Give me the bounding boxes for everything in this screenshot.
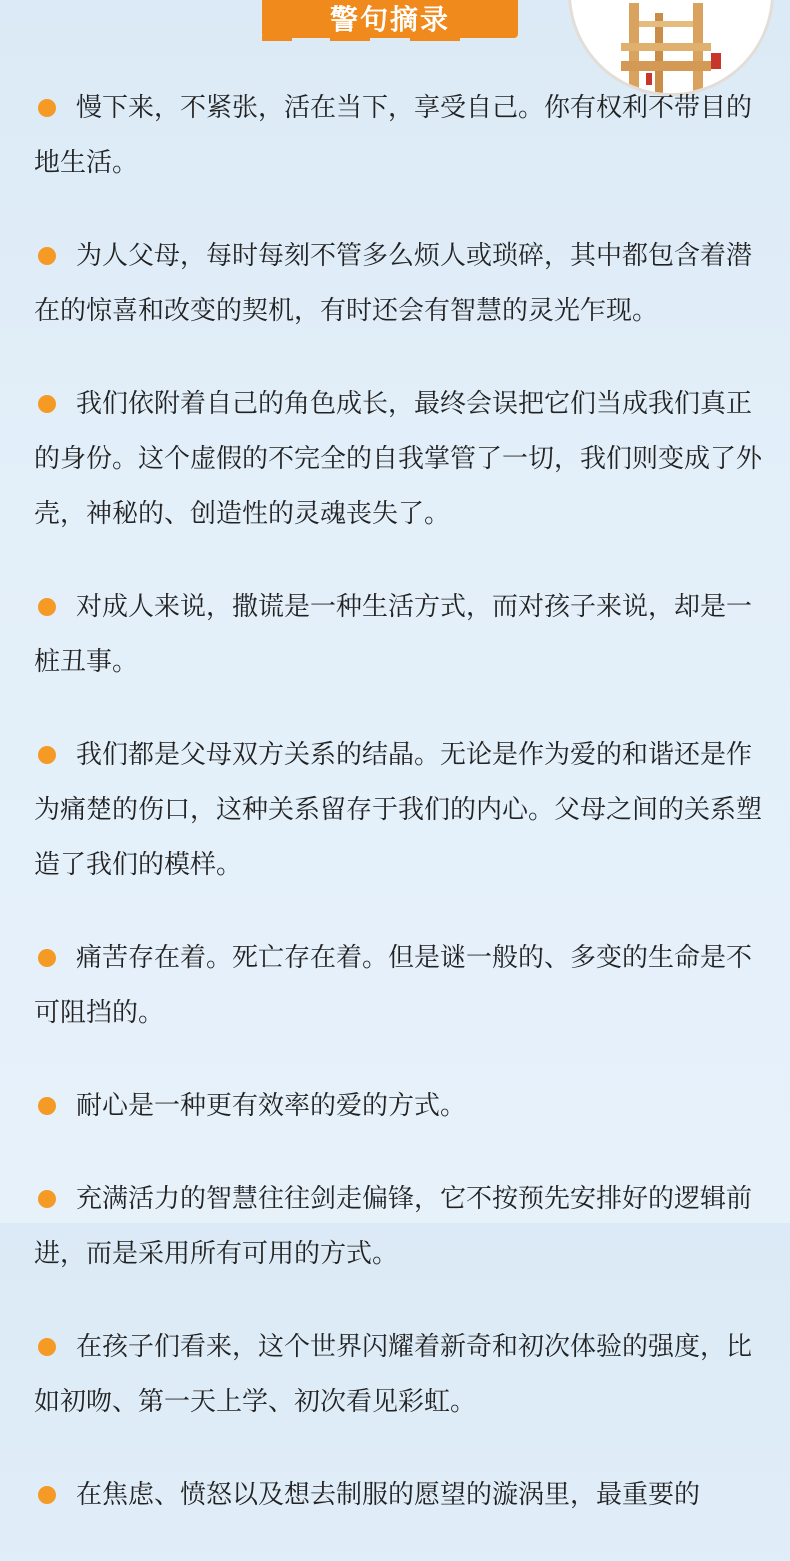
- orange-dot-icon: [38, 949, 56, 967]
- orange-dot-icon: [38, 598, 56, 616]
- quote-item: [34, 931, 770, 1041]
- quote-item: [34, 81, 770, 191]
- banner-divider: [262, 36, 292, 41]
- quote-item: [34, 580, 770, 690]
- wooden-chair-illustration: [571, 0, 771, 93]
- quote-text: 耐心是一种更有效率的爱的方式。: [76, 1091, 467, 1121]
- quote-item: [34, 728, 770, 893]
- orange-dot-icon: [38, 99, 56, 117]
- quote-item: [34, 1079, 770, 1134]
- orange-dot-icon: [38, 1097, 56, 1115]
- quote-item: [34, 377, 770, 542]
- quote-text: 充满活力的智慧往往剑走偏锋，它不按预先安排好的逻辑前进，而是采用所有可用的方式。: [34, 1184, 753, 1269]
- quote-item: [34, 229, 770, 339]
- quote-text: 为人父母，每时每刻不管多么烦人或琐碎，其中都包含着潜在的惊喜和改变的契机，有时还会有智慧的灵光乍现。: [34, 241, 753, 326]
- quote-text: 慢下来，不紧张，活在当下，享受自己。你有权利不带目的地生活。: [34, 93, 753, 178]
- orange-dot-icon: [38, 1190, 56, 1208]
- quote-text: 痛苦存在着。死亡存在着。但是谜一般的、多变的生命是不可阻挡的。: [34, 943, 753, 1028]
- section-title: 警句摘录: [329, 3, 450, 36]
- quote-item: [34, 1320, 770, 1430]
- banner-divider: [330, 36, 370, 41]
- orange-dot-icon: [38, 395, 56, 413]
- quote-text: 在焦虑、愤怒以及想去制服的愿望的漩涡里，最重要的: [76, 1480, 701, 1510]
- quote-text: 对成人来说，撒谎是一种生活方式，而对孩子来说，却是一桩丑事。: [34, 592, 753, 677]
- quote-list: [34, 81, 770, 1561]
- orange-dot-icon: [38, 247, 56, 265]
- quote-text: 在孩子们看来，这个世界闪耀着新奇和初次体验的强度，比如初吻、第一天上学、初次看见彩虹。: [34, 1332, 753, 1417]
- banner-divider: [410, 36, 460, 41]
- quote-text: 我们依附着自己的角色成长，最终会误把它们当成我们真正的身份。这个虚假的不完全的自我掌管了一切，我们则变成了外壳，神秘的、创造性的灵魂丧失了。: [34, 389, 763, 529]
- quote-text: 我们都是父母双方关系的结晶。无论是作为爱的和谐还是作为痛楚的伤口，这种关系留存于我们的内心。父母之间的关系塑造了我们的模样。: [34, 740, 763, 880]
- quote-item: [34, 1468, 770, 1523]
- orange-dot-icon: [38, 1338, 56, 1356]
- orange-dot-icon: [38, 746, 56, 764]
- quote-item: [34, 1172, 770, 1282]
- orange-dot-icon: [38, 1486, 56, 1504]
- section-title-banner: [262, 0, 518, 38]
